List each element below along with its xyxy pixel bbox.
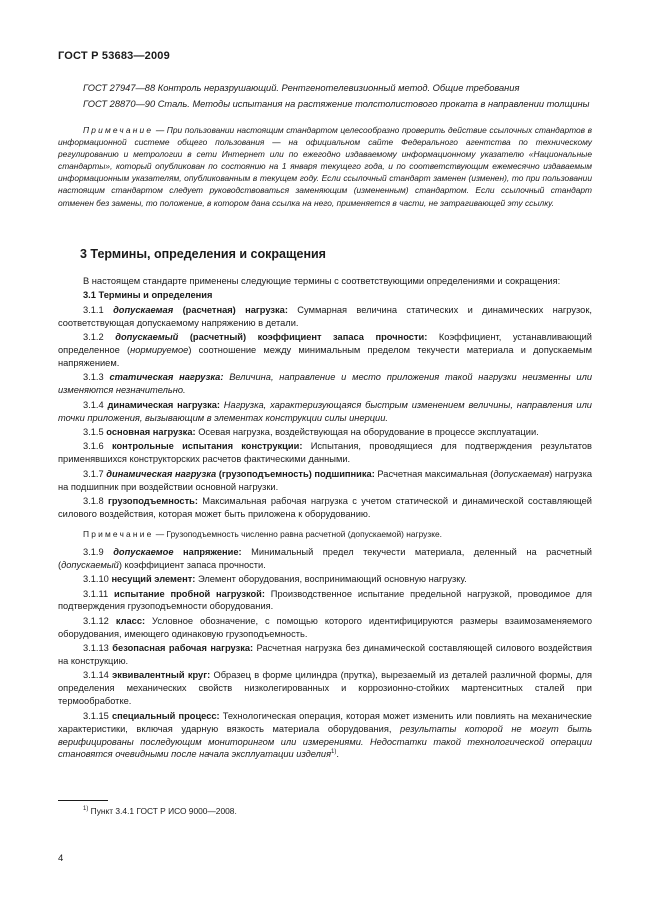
- term-3-1-10: 3.1.10 несущий элемент: Элемент оборудования, воспринимающий основную нагрузку.: [83, 574, 467, 585]
- term-3-1-1: 3.1.1 допускаемая (расчетная) нагрузка: Суммарная величина статических и динамических нагрузок, соответствующая допускаемому напряжению в детали.: [58, 304, 593, 328]
- term-3-1-2: 3.1.2 допускаемый (расчетный) коэффициент запаса прочности: Коэффициент, устанавливающий определенное (нормируемое) соотношение между минимальным пределом текучести материала и допускаемым напряжением.: [58, 332, 593, 368]
- note-grp: Примечание — Грузоподъемность численно равна расчетной (допускаемой) нагрузке.: [83, 528, 442, 539]
- reference-item: ГОСТ 28870—90 Сталь. Методы испытания на растяжение толстолистового проката в направлении толщины: [83, 98, 590, 109]
- page-number: 4: [58, 853, 64, 864]
- term-3-1-14: 3.1.14 эквивалентный круг: Образец в форме цилиндра (прутка), вырезаемый из деталей различной формы, для определения механических свойств низколегированных и коррозионно-стойких мартенситных сталей при термообработке.: [58, 670, 593, 707]
- footnote-mark: 1): [83, 806, 89, 813]
- note-text: — При пользовании настоящим стандартом целесообразно проверить действие ссылочных стандартов в информационной системе общего пользования — на официальном сайте Федерального агентства по техническому регулированию и метрологии в сети Интернет или по ежегодно издаваемому информационному указателю «Национальные стандарты», который опубликован по состоянию на 1 января текущего года, и по соответствующим ежемесячно издаваемым информационным указателям, опубликованным в текущем году. Если ссылочный стандарт заменен (изменен), то при пользовании настоящим стандартом следует руководствоваться заменяющим (измененным) стандартом. Если ссылочный стандарт отменен без замены, то положение, в котором дана ссылка на него, применяется в части, не затрагивающей эту ссылку.: [58, 125, 592, 208]
- note-label: Примечание: [83, 125, 154, 135]
- term-3-1-12: 3.1.12 класс: Условное обозначение, с помощью которого идентифицируются размеры взаимозаменяемого оборудования, имеющего одинаковую грузоподъемность.: [58, 615, 592, 639]
- reference-item: ГОСТ 27947—88 Контроль неразрушающий. Рентгенотелевизионный метод. Общие требования: [83, 83, 520, 93]
- footnote: [83, 806, 237, 816]
- subsection-title: 3.1 Термины и определения: [83, 290, 213, 301]
- term-3-1-7: 3.1.7 динамическая нагрузка (грузоподъемность) подшипника: Расчетная максимальная (допускаемая) нагрузка на подшипник при воздействии основной нагрузки.: [58, 468, 593, 492]
- references-block: [58, 81, 592, 112]
- term-3-1-9: 3.1.9 допускаемое напряжение: Минимальный предел текучести материала, деленный на расчетный (допускаемый) коэффициент запаса прочности.: [58, 546, 592, 570]
- footnote-ref[interactable]: 1): [331, 749, 337, 756]
- terms-block: [58, 275, 592, 763]
- term-3-1-13: 3.1.13 безопасная рабочая нагрузка: Расчетная нагрузка без динамической составляющей силового воздействия на конструкцию.: [58, 643, 592, 667]
- term-3-1-4: 3.1.4 динамическая нагрузка: Нагрузка, характеризующаяся быстрым изменением величины, направления или точки приложения, вызывающим в элементах конструкции силы инерции.: [58, 399, 592, 423]
- document-header: ГОСТ Р 53683—2009: [58, 50, 170, 62]
- footnote-divider: [58, 800, 108, 801]
- section-title: 3 Термины, определения и сокращения: [80, 247, 326, 261]
- term-3-1-5: 3.1.5 основная нагрузка: Осевая нагрузка, воздействующая на оборудование в процессе эксплуатации.: [83, 426, 539, 437]
- term-3-1-11: 3.1.11 испытание пробной нагрузкой: Производственное испытание предельной нагрузкой, проводимое для подтверждения грузоподъемности оборудования.: [58, 588, 592, 612]
- footnote-text: Пункт 3.4.1 ГОСТ Р ИСО 9000—2008.: [88, 806, 237, 816]
- term-3-1-3: 3.1.3 статическая нагрузка: Величина, направление и место приложения такой нагрузки неизменны или изменяются незначительно.: [58, 372, 592, 396]
- term-3-1-15: 3.1.15 специальный процесс: Технологическая операция, которая может изменить или повлиять на механические характеристики, включая ударную вязкость материала оборудования, результаты которой не могут быть верифицированы последующим мониторингом или измерениями. Недостатки такой технологической операции становятся очевидными после начала эксплуатации изделия$^{1)}$.: [58, 710, 592, 760]
- section-intro: В настоящем стандарте применены следующие термины с соответствующими определениями и сокращения:: [83, 276, 561, 286]
- note-block: [58, 124, 592, 210]
- term-3-1-6: 3.1.6 контрольные испытания конструкции: Испытания, проводящиеся для подтверждения результатов применявшихся конструкторских расчетов фактическими данными.: [58, 441, 592, 465]
- term-3-1-8: 3.1.8 грузоподъемность: Максимальная рабочая нагрузка с учетом статической и динамической составляющей силового воздействия, которая может быть приложена к оборудованию.: [58, 496, 592, 519]
